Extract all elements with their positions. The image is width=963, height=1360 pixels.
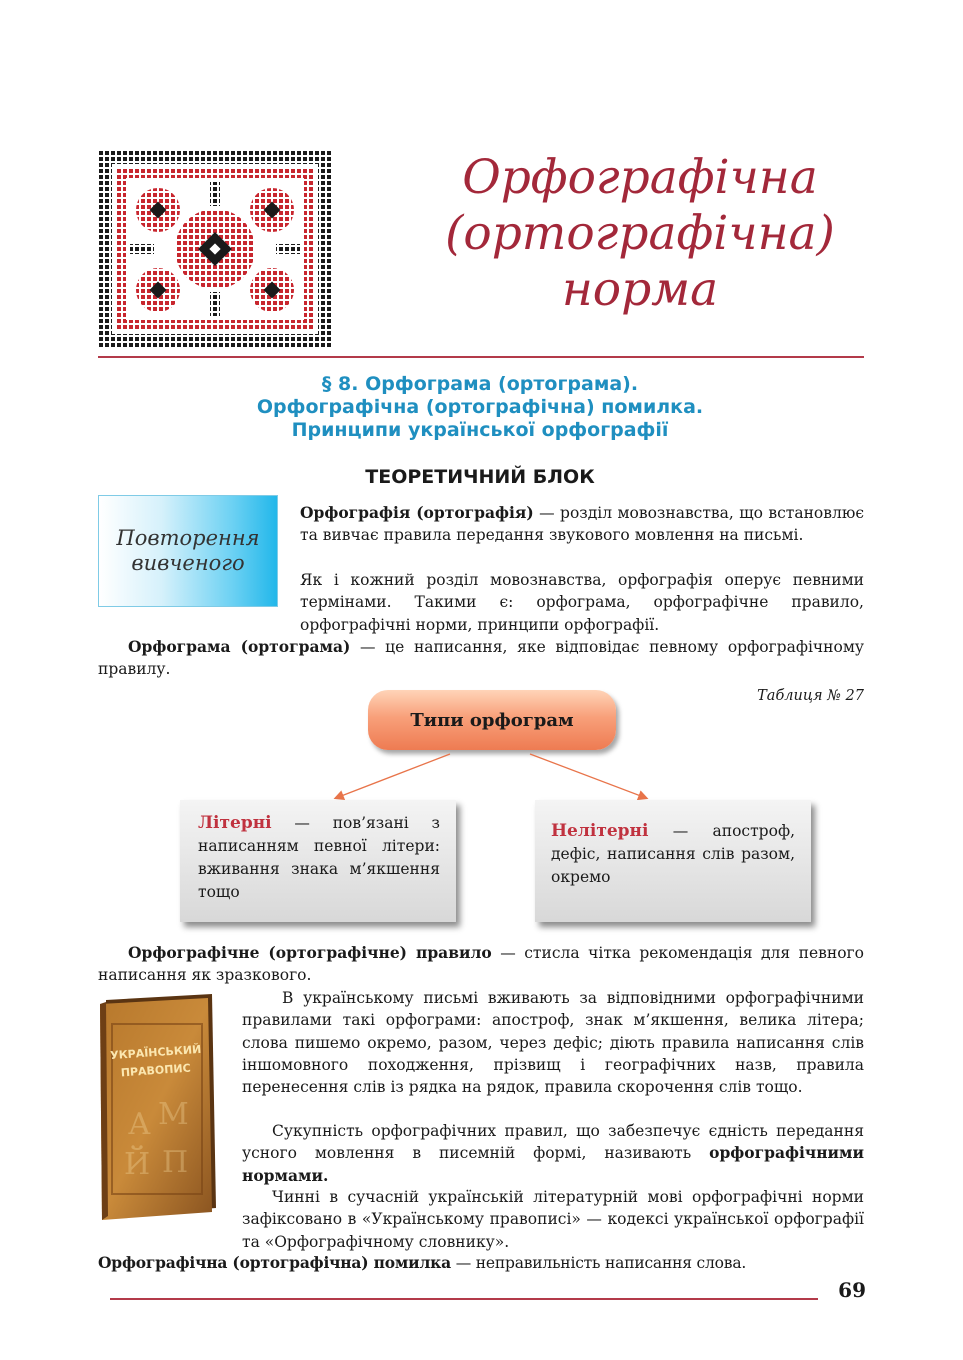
term-orthographic-error: Орфографічна (ортографічна) помилка <box>98 1253 452 1272</box>
book-title-line-2: ПРАВОПИС <box>120 1061 192 1080</box>
review-box <box>98 495 278 607</box>
orthogram-types-title-text: Типи орфограм <box>410 709 574 731</box>
text-current-norms: Чинні в сучасній українській літературній мові орфографічні норми зафіксовано в «Українському правописі» — кодексі української орфографії та «Орфографічному словнику». <box>242 1188 864 1251</box>
theory-block-heading: ТЕОРЕТИЧНИЙ БЛОК <box>365 466 595 488</box>
text-orthogram: — це написання, яке відповідає певному орфографічному правилу. <box>98 638 864 679</box>
paragraph-current-norms <box>242 1186 864 1253</box>
text-orthography: — розділ мовознавства, що встановлює та вивчає правила передання звукового мовлення на письмі. <box>300 504 865 545</box>
section-heading <box>110 373 850 442</box>
term-orthographic-norms: орфографічними нормами <box>242 1143 864 1185</box>
nonletter-orthograms-term: Нелітерні <box>551 821 649 841</box>
text-orthography-terms: Як і кожний розділ мовознавства, орфографія оперує певними термінами. Такими є: орфограма, орфографічне правило, орфографічні норми, принципи орфографії. <box>300 571 864 634</box>
text-orthographic-norms: Сукупність орфографічних правил, що забезпечує єдність передання усного мовлення в писемній формі, називають <box>242 1122 864 1163</box>
footer-divider <box>110 1298 818 1300</box>
embroidery-ornament-image <box>98 150 332 348</box>
paragraph-orthographic-rule <box>98 942 864 987</box>
text-orthogram-examples: В українському письмі вживають за відповідними орфографічними правилами такі орфограми: апостроф, знак м’якшення, велика літера; слова пишемо окремо, разом, через дефіс; діють правила написання слів іншомовного походження, прізвищ і географічних назв, правила перенесення слів із рядка на рядок, правила скорочення слів тощо. <box>242 989 864 1097</box>
nonletter-orthograms-text: — апостроф, дефіс, написання слів разом, окремо <box>551 822 795 886</box>
section-heading-line-2: Орфографічна (ортографічна) помилка. <box>256 396 704 418</box>
table-caption: Таблиця № 27 <box>757 688 864 704</box>
paragraph-orthogram-definition <box>98 636 864 681</box>
chapter-title-line-3: норма <box>561 262 719 317</box>
nonletter-orthograms-description <box>551 820 795 889</box>
page-number: 69 <box>838 1278 866 1302</box>
svg-text:П: П <box>162 1145 189 1180</box>
nonletter-orthograms-box <box>535 800 811 922</box>
paragraph-orthography-definition <box>300 502 864 547</box>
text-orthographic-rule: — стисла чітка рекомендація для певного написання як зразкового. <box>98 944 864 985</box>
orthogram-types-title <box>368 690 616 750</box>
review-label-line-1: Повторення <box>116 526 260 550</box>
letter-orthograms-term: Літерні <box>198 813 272 833</box>
svg-text:М: М <box>158 1097 189 1132</box>
chapter-title-line-1: Орфографічна <box>462 150 818 205</box>
svg-text:А: А <box>128 1107 151 1142</box>
chapter-title-line-2: (ортографічна) <box>445 206 835 261</box>
term-orthographic-norms-end: . <box>323 1165 329 1185</box>
chapter-title <box>400 150 880 318</box>
review-label <box>116 526 259 576</box>
section-heading-line-1: § 8. Орфограма (ортограма). <box>321 373 639 395</box>
paragraph-orthographic-error <box>98 1252 864 1274</box>
letter-orthograms-text: — пов’язані з написанням певної літери: вживання знака м’якшення тощо <box>198 814 440 901</box>
letter-orthograms-box <box>180 800 456 922</box>
arrow-to-letter-types <box>336 754 450 798</box>
review-label-line-2: вивченого <box>131 551 245 575</box>
term-orthography: Орфографія (ортографія) <box>300 503 534 522</box>
book-title-line-1: УКРАЇНСЬКИЙ <box>109 1042 202 1063</box>
letter-orthograms-description <box>198 812 440 904</box>
title-divider <box>98 356 864 358</box>
section-heading-line-3: Принципи української орфографії <box>291 419 669 441</box>
term-orthographic-rule: Орфографічне (ортографічне) правило <box>128 943 492 962</box>
svg-text:Й: Й <box>124 1147 151 1182</box>
term-orthogram: Орфограма (ортограма) <box>128 637 351 656</box>
paragraph-orthography-terms <box>300 569 864 636</box>
table-arrows <box>320 750 660 805</box>
paragraph-orthogram-examples <box>242 987 864 1098</box>
ukrainian-orthography-book-image <box>98 994 220 1220</box>
paragraph-orthographic-norms <box>242 1120 864 1187</box>
text-orthographic-error: — неправильність написання слова. <box>451 1254 747 1272</box>
arrow-to-nonletter-types <box>530 754 646 798</box>
